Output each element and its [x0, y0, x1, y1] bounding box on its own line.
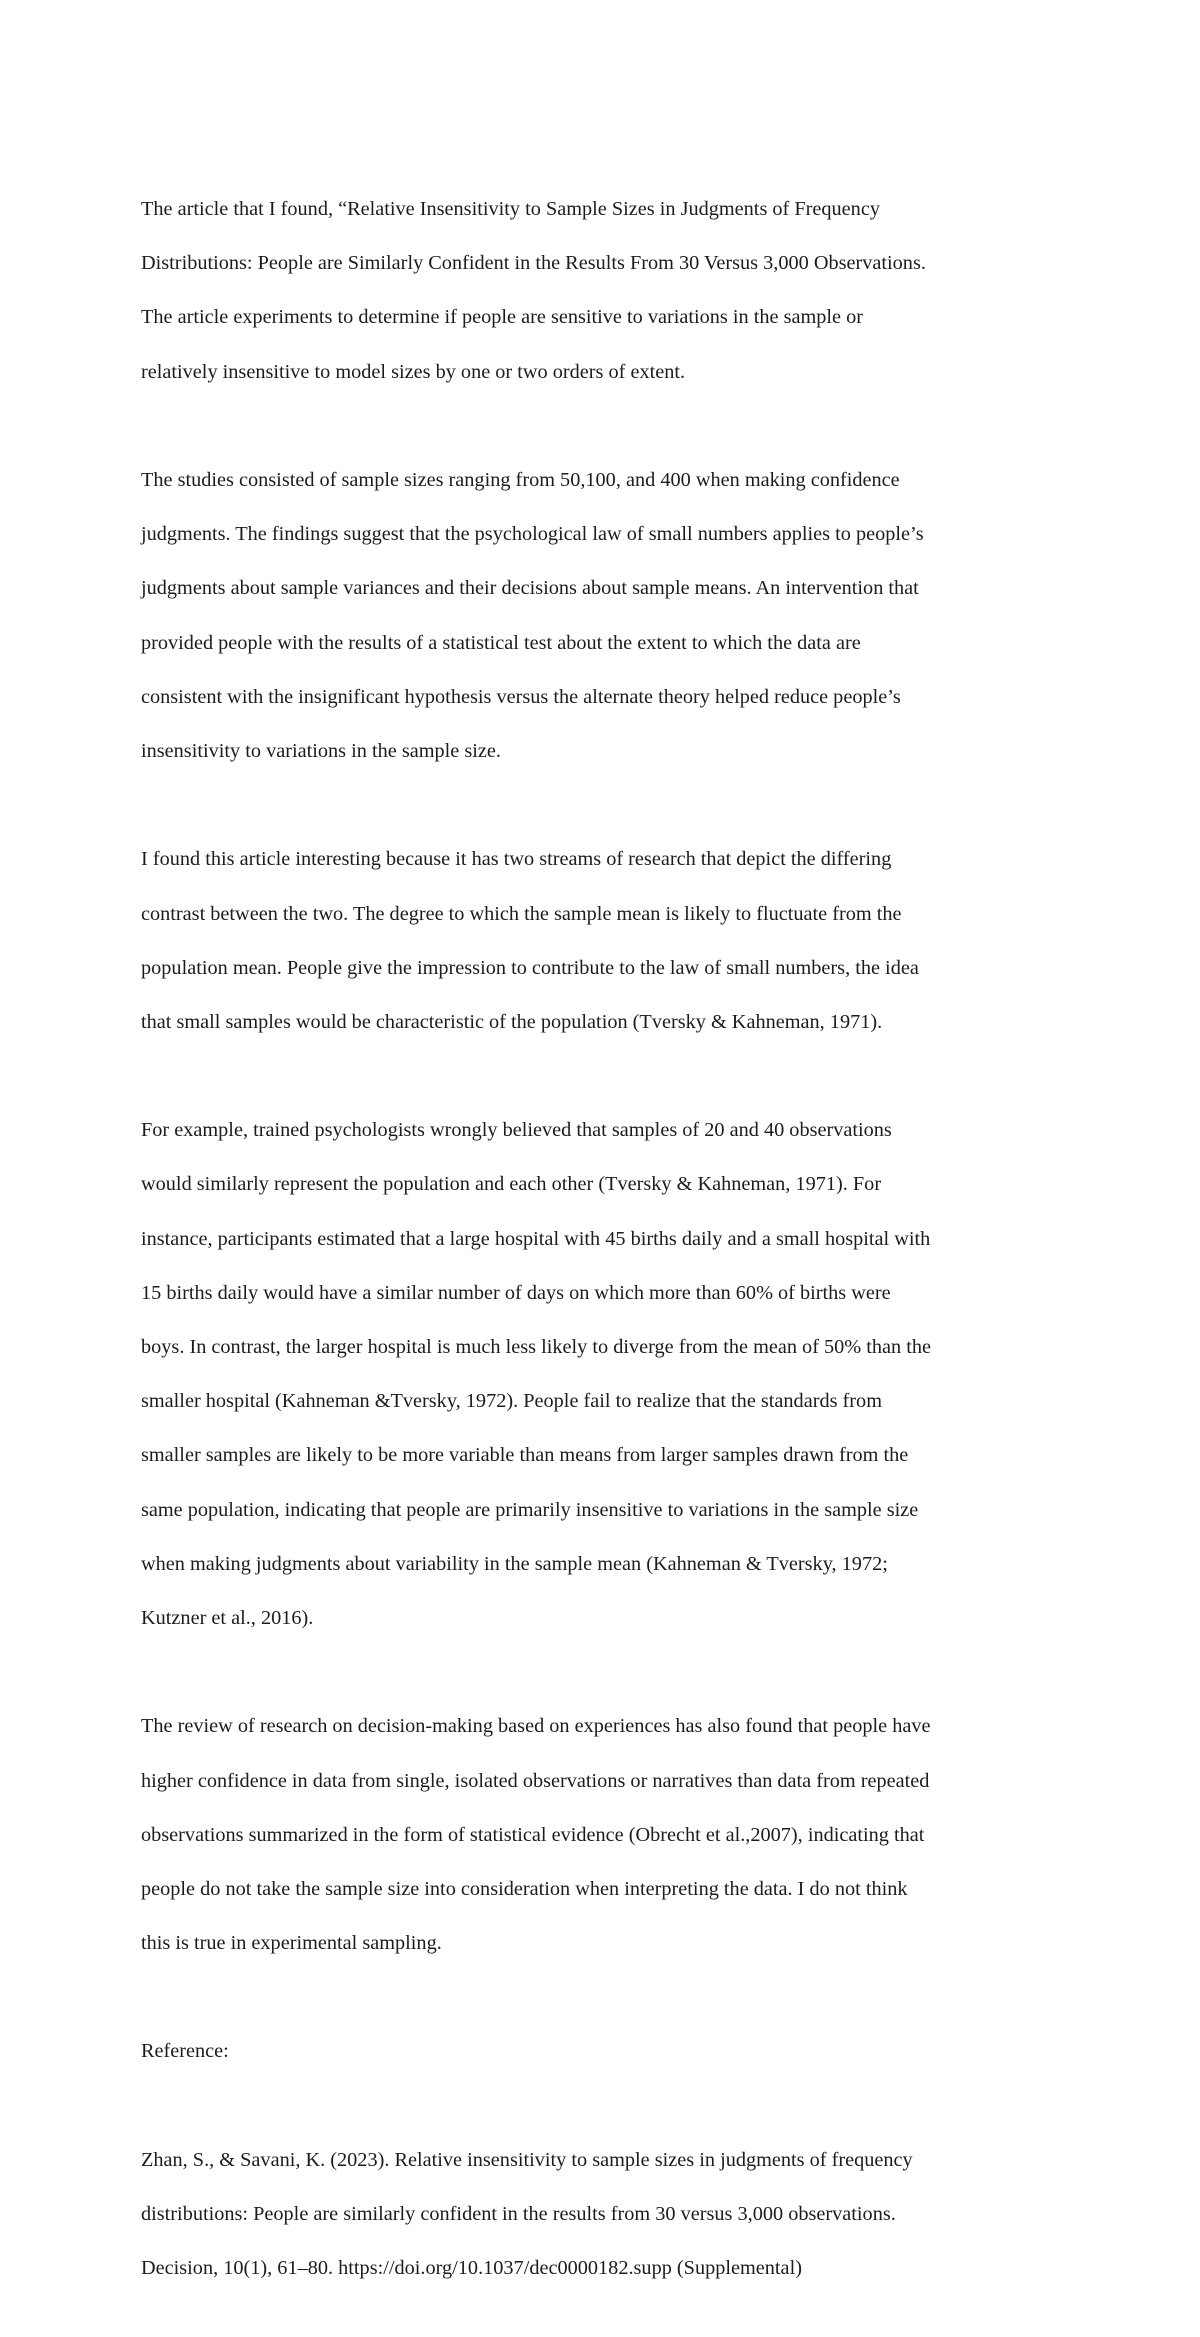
text-line: The article experiments to determine if people are sensitive to variations in the sample or	[141, 306, 863, 329]
text-line: Decision, 10(1), 61–80. https://doi.org/10.1037/dec0000182.supp (Supplemental)	[141, 2257, 802, 2280]
text-line: 15 births daily would have a similar number of days on which more than 60% of births were	[141, 1281, 891, 1304]
text-line: relatively insensitive to model sizes by one or two orders of extent.	[141, 360, 686, 383]
text-line: contrast between the two. The degree to which the sample mean is likely to fluctuate from the	[141, 902, 902, 925]
text-line: Zhan, S., & Savani, K. (2023). Relative insensitivity to sample sizes in judgments of frequency	[141, 2148, 913, 2171]
text-line: people do not take the sample size into consideration when interpreting the data. I do not think	[141, 1877, 908, 1900]
text-line: higher confidence in data from single, isolated observations or narratives than data from repeated	[141, 1769, 930, 1792]
text-line: smaller samples are likely to be more variable than means from larger samples drawn from the	[141, 1444, 909, 1467]
text-line: I found this article interesting because it has two streams of research that depict the differing	[141, 848, 892, 871]
text-line: boys. In contrast, the larger hospital is much less likely to diverge from the mean of 50% than the	[141, 1336, 932, 1359]
text-line: when making judgments about variability in the sample mean (Kahneman & Tversky, 1972;	[141, 1552, 888, 1575]
text-line: population mean. People give the impression to contribute to the law of small numbers, the idea	[141, 956, 919, 979]
text-line: The studies consisted of sample sizes ranging from 50,100, and 400 when making confidence	[141, 469, 900, 492]
text-line: The article that I found, “Relative Insensitivity to Sample Sizes in Judgments of Frequency	[141, 198, 880, 221]
document-body	[141, 169, 1066, 2337]
paragraph-intro	[141, 169, 1066, 413]
text-line: judgments. The findings suggest that the psychological law of small numbers applies to people’s	[141, 523, 924, 546]
text-line: insensitivity to variations in the sample size.	[141, 739, 501, 762]
text-line: consistent with the insignificant hypothesis versus the alternate theory helped reduce people’s	[141, 685, 901, 708]
text-line: Reference:	[141, 2040, 229, 2063]
reference-heading	[141, 2011, 1066, 2092]
text-line: would similarly represent the population and each other (Tversky & Kahneman, 1971). For	[141, 1173, 882, 1196]
paragraph-interest	[141, 819, 1066, 1063]
text-line: judgments about sample variances and their decisions about sample means. An intervention that	[141, 577, 919, 600]
text-line: observations summarized in the form of statistical evidence (Obrecht et al.,2007), indicating that	[141, 1823, 925, 1846]
text-line: that small samples would be characteristic of the population (Tversky & Kahneman, 1971).	[141, 1010, 883, 1033]
paragraph-review	[141, 1686, 1066, 1984]
paragraph-example	[141, 1090, 1066, 1659]
paragraph-studies	[141, 440, 1066, 792]
text-line: same population, indicating that people are primarily insensitive to variations in the sample size	[141, 1498, 919, 1521]
text-line: instance, participants estimated that a large hospital with 45 births daily and a small hospital with	[141, 1227, 931, 1250]
text-line: smaller hospital (Kahneman &Tversky, 1972). People fail to realize that the standards from	[141, 1390, 882, 1413]
text-line: provided people with the results of a statistical test about the extent to which the data are	[141, 631, 861, 654]
text-line: The review of research on decision-making based on experiences has also found that people have	[141, 1715, 931, 1738]
text-line: Distributions: People are Similarly Confident in the Results From 30 Versus 3,000 Observations.	[141, 252, 926, 275]
text-line: this is true in experimental sampling.	[141, 1932, 442, 1955]
text-line: Kutzner et al., 2016).	[141, 1606, 314, 1629]
text-line: distributions: People are similarly confident in the results from 30 versus 3,000 observations.	[141, 2203, 896, 2226]
text-line: For example, trained psychologists wrongly believed that samples of 20 and 40 observations	[141, 1119, 892, 1142]
reference-citation	[141, 2120, 1066, 2310]
